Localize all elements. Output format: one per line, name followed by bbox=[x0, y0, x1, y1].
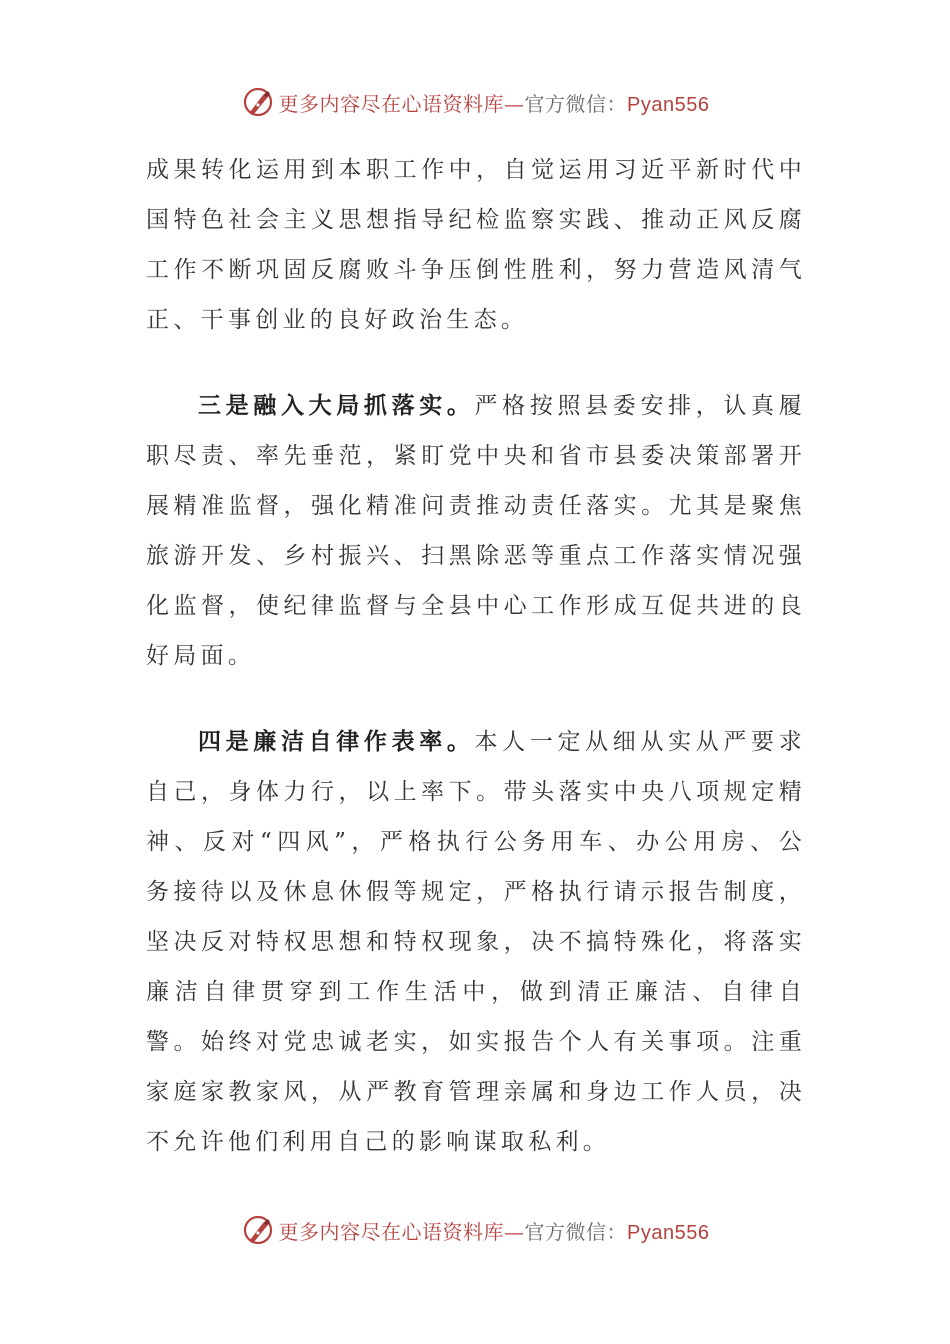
paragraph-text: 成果转化运用到本职工作中，自觉运用习近平新时代中国特色社会主义思想指导纪检监察实践、推动正风反腐工作不断巩固反腐败斗争压倒性胜利，努力营造风清气正、干事创业的良好政治生态。 bbox=[146, 157, 806, 333]
footer-banner bbox=[0, 1210, 950, 1250]
banner-wechat-id: Pyan556 bbox=[627, 93, 710, 116]
header-banner bbox=[0, 82, 950, 122]
banner-wechat-label: 官方微信： bbox=[524, 1219, 628, 1244]
banner-text bbox=[279, 88, 710, 117]
document-body bbox=[146, 145, 806, 1167]
banner-main: 更多内容尽在心语资料库 bbox=[278, 91, 505, 116]
paragraph-text: 本人一定从细从实从严要求自己，身体力行，以上率下。带头落实中央八项规定精神、反对“四风”，严格执行公务用车、办公用房、公务接待以及休息休假等规定，严格执行请示报告制度，坚决反对特权思想和特权现象，决不搞特殊化，将落实廉洁自律贯穿到工作生活中，做到清正廉洁、自律自警。始终对党忠诚老实，如实报告个人有关事项。注重家庭家教家风，从严教育管理亲属和身边工作人员，决不允许他们利用自己的影响谋取私利。 bbox=[146, 729, 807, 1155]
paragraph-heading: 四是廉洁自律作表率。 bbox=[198, 728, 475, 755]
paragraph-item-three bbox=[146, 381, 806, 681]
banner-dash: — bbox=[504, 1219, 525, 1244]
paragraph-gap bbox=[146, 345, 806, 381]
banner-text bbox=[279, 1216, 710, 1245]
banner-wechat-id: Pyan556 bbox=[627, 1221, 710, 1244]
banner-wechat-label: 官方微信： bbox=[524, 91, 628, 116]
paragraph-item-four bbox=[146, 717, 806, 1167]
paragraph-text: 严格按照县委安排，认真履职尽责、率先垂范，紧盯党中央和省市县委决策部署开展精准监督，强化精准问责推动责任落实。尤其是聚焦旅游开发、乡村振兴、扫黑除恶等重点工作落实情况强化监督，使纪律监督与全县中心工作形成互促共进的良好局面。 bbox=[146, 393, 807, 669]
banner-dash: — bbox=[504, 91, 525, 116]
paragraph-gap bbox=[146, 681, 806, 717]
pen-nib-logo-icon bbox=[241, 1213, 275, 1247]
pen-nib-logo-icon bbox=[241, 85, 275, 119]
banner-main: 更多内容尽在心语资料库 bbox=[278, 1219, 505, 1244]
paragraph-heading: 三是融入大局抓落实。 bbox=[198, 392, 475, 419]
paragraph-continued bbox=[146, 145, 806, 345]
